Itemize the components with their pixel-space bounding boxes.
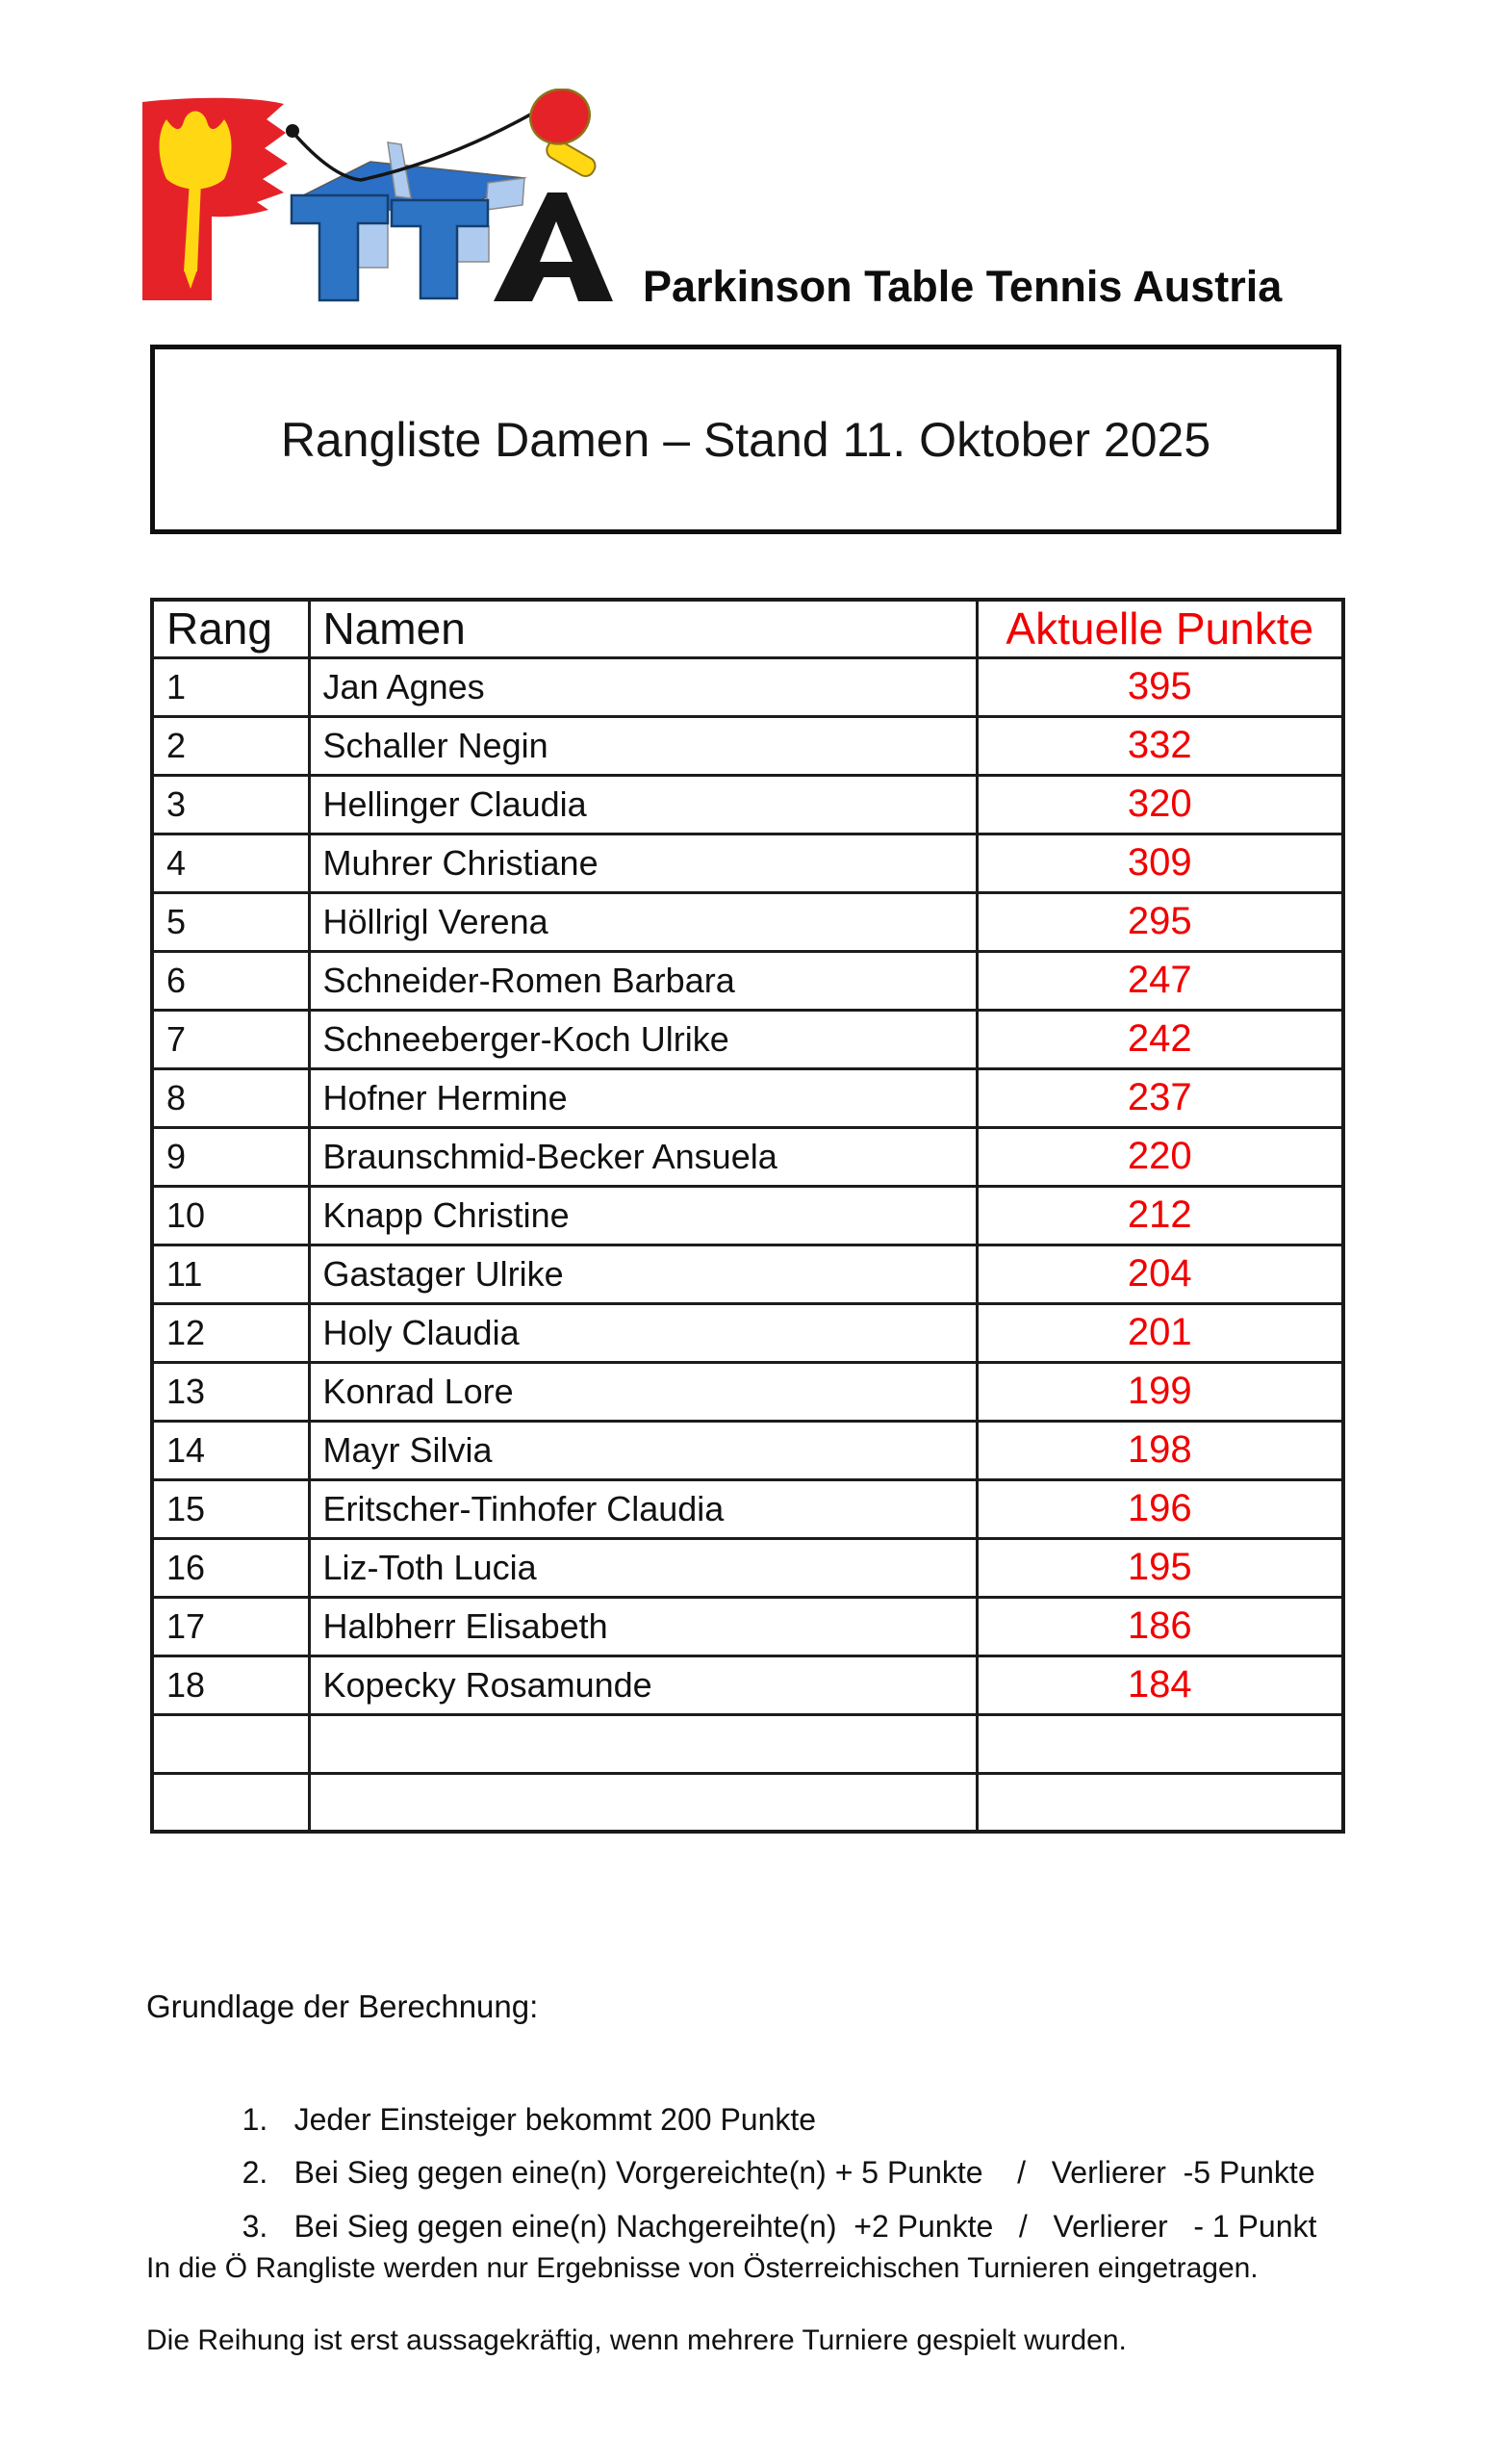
rank-cell: 18 [152, 1656, 309, 1714]
rank-cell: 16 [152, 1538, 309, 1597]
name-cell [309, 1773, 977, 1832]
ranking-table-body [152, 657, 1343, 1832]
table-row [152, 951, 1343, 1010]
rank-cell: 9 [152, 1127, 309, 1186]
item-text: Jeder Einsteiger bekommt 200 Punkte [293, 2102, 817, 2137]
points-cell: 242 [977, 1010, 1343, 1068]
table-row [152, 1421, 1343, 1479]
item-number: 3. [242, 2209, 268, 2244]
name-cell: Hofner Hermine [309, 1068, 977, 1127]
table-row [152, 1479, 1343, 1538]
note-austrian-tournaments: In die Ö Rangliste werden nur Ergebnisse von Österreichischen Turnieren eingetragen. [146, 2252, 1259, 2284]
note-ranking-validity: Die Reihung ist erst aussagekräftig, wenn mehrere Turniere gespielt wurden. [146, 2324, 1127, 2356]
table-header-row [152, 600, 1343, 657]
rank-cell [152, 1714, 309, 1773]
name-cell: Kopecky Rosamunde [309, 1656, 977, 1714]
points-cell: 196 [977, 1479, 1343, 1538]
name-cell: Knapp Christine [309, 1186, 977, 1245]
rank-cell: 13 [152, 1362, 309, 1421]
rank-cell: 8 [152, 1068, 309, 1127]
rank-cell: 7 [152, 1010, 309, 1068]
title-box [150, 345, 1341, 534]
name-cell: Hellinger Claudia [309, 775, 977, 834]
points-cell: 201 [977, 1303, 1343, 1362]
points-cell: 295 [977, 892, 1343, 951]
points-cell [977, 1714, 1343, 1773]
name-cell: Halbherr Elisabeth [309, 1597, 977, 1656]
table-row [152, 1538, 1343, 1597]
table-row [152, 1773, 1343, 1832]
name-cell: Mayr Silvia [309, 1421, 977, 1479]
table-row [152, 1714, 1343, 1773]
header-name: Namen [309, 600, 977, 657]
points-cell: 198 [977, 1421, 1343, 1479]
points-cell: 212 [977, 1186, 1343, 1245]
table-row [152, 892, 1343, 951]
calculation-heading: Grundlage der Berechnung: [146, 1989, 539, 2024]
name-cell: Jan Agnes [309, 657, 977, 716]
table-row [152, 1303, 1343, 1362]
name-cell: Gastager Ulrike [309, 1245, 977, 1303]
brand-name: Parkinson Table Tennis Austria [643, 262, 1283, 311]
table-row [152, 1186, 1343, 1245]
name-cell: Höllrigl Verena [309, 892, 977, 951]
item-number: 1. [242, 2102, 268, 2137]
page-title: Rangliste Damen – Stand 11. Oktober 2025 [280, 412, 1211, 467]
rank-cell: 1 [152, 657, 309, 716]
header-points: Aktuelle Punkte [977, 600, 1343, 657]
points-cell: 309 [977, 834, 1343, 892]
header-rank: Rang [152, 600, 309, 657]
table-row [152, 657, 1343, 716]
rank-cell: 2 [152, 716, 309, 775]
name-cell: Konrad Lore [309, 1362, 977, 1421]
points-cell: 186 [977, 1597, 1343, 1656]
rank-cell: 4 [152, 834, 309, 892]
rank-cell: 11 [152, 1245, 309, 1303]
name-cell: Muhrer Christiane [309, 834, 977, 892]
points-cell: 220 [977, 1127, 1343, 1186]
item-number: 2. [242, 2155, 268, 2190]
rank-cell: 10 [152, 1186, 309, 1245]
item-text: Bei Sieg gegen eine(n) Nachgereihte(n) +2 Punkte / Verlierer - 1 Punkt [293, 2209, 1317, 2244]
rank-cell: 3 [152, 775, 309, 834]
rank-cell: 15 [152, 1479, 309, 1538]
name-cell: Braunschmid-Becker Ansuela [309, 1127, 977, 1186]
points-cell: 199 [977, 1362, 1343, 1421]
name-cell: Eritscher-Tinhofer Claudia [309, 1479, 977, 1538]
ptta-logo-icon [140, 89, 621, 307]
logo-letters-tt [292, 195, 489, 300]
rank-cell [152, 1773, 309, 1832]
logo-letter-a [494, 192, 613, 301]
table-row [152, 1127, 1343, 1186]
points-cell: 237 [977, 1068, 1343, 1127]
name-cell [309, 1714, 977, 1773]
name-cell: Holy Claudia [309, 1303, 977, 1362]
table-row [152, 834, 1343, 892]
rank-cell: 12 [152, 1303, 309, 1362]
table-row [152, 1068, 1343, 1127]
name-cell: Schneeberger-Koch Ulrike [309, 1010, 977, 1068]
points-cell: 320 [977, 775, 1343, 834]
name-cell: Schneider-Romen Barbara [309, 951, 977, 1010]
item-text: Bei Sieg gegen eine(n) Vorgereichte(n) + 5 Punkte / Verlierer -5 Punkte [293, 2155, 1315, 2190]
rank-cell: 5 [152, 892, 309, 951]
points-cell: 184 [977, 1656, 1343, 1714]
table-row [152, 1010, 1343, 1068]
name-cell: Schaller Negin [309, 716, 977, 775]
ball-icon [286, 124, 299, 138]
table-row [152, 1656, 1343, 1714]
points-cell [977, 1773, 1343, 1832]
ranking-table [150, 598, 1345, 1834]
name-cell: Liz-Toth Lucia [309, 1538, 977, 1597]
points-cell: 395 [977, 657, 1343, 716]
points-cell: 332 [977, 716, 1343, 775]
table-row [152, 716, 1343, 775]
rank-cell: 6 [152, 951, 309, 1010]
logo-letter-p [142, 98, 288, 300]
points-cell: 195 [977, 1538, 1343, 1597]
points-cell: 204 [977, 1245, 1343, 1303]
table-row [152, 1245, 1343, 1303]
table-row [152, 775, 1343, 834]
points-cell: 247 [977, 951, 1343, 1010]
rank-cell: 14 [152, 1421, 309, 1479]
table-row [152, 1362, 1343, 1421]
table-row [152, 1597, 1343, 1656]
paddle-icon [523, 89, 599, 179]
rank-cell: 17 [152, 1597, 309, 1656]
